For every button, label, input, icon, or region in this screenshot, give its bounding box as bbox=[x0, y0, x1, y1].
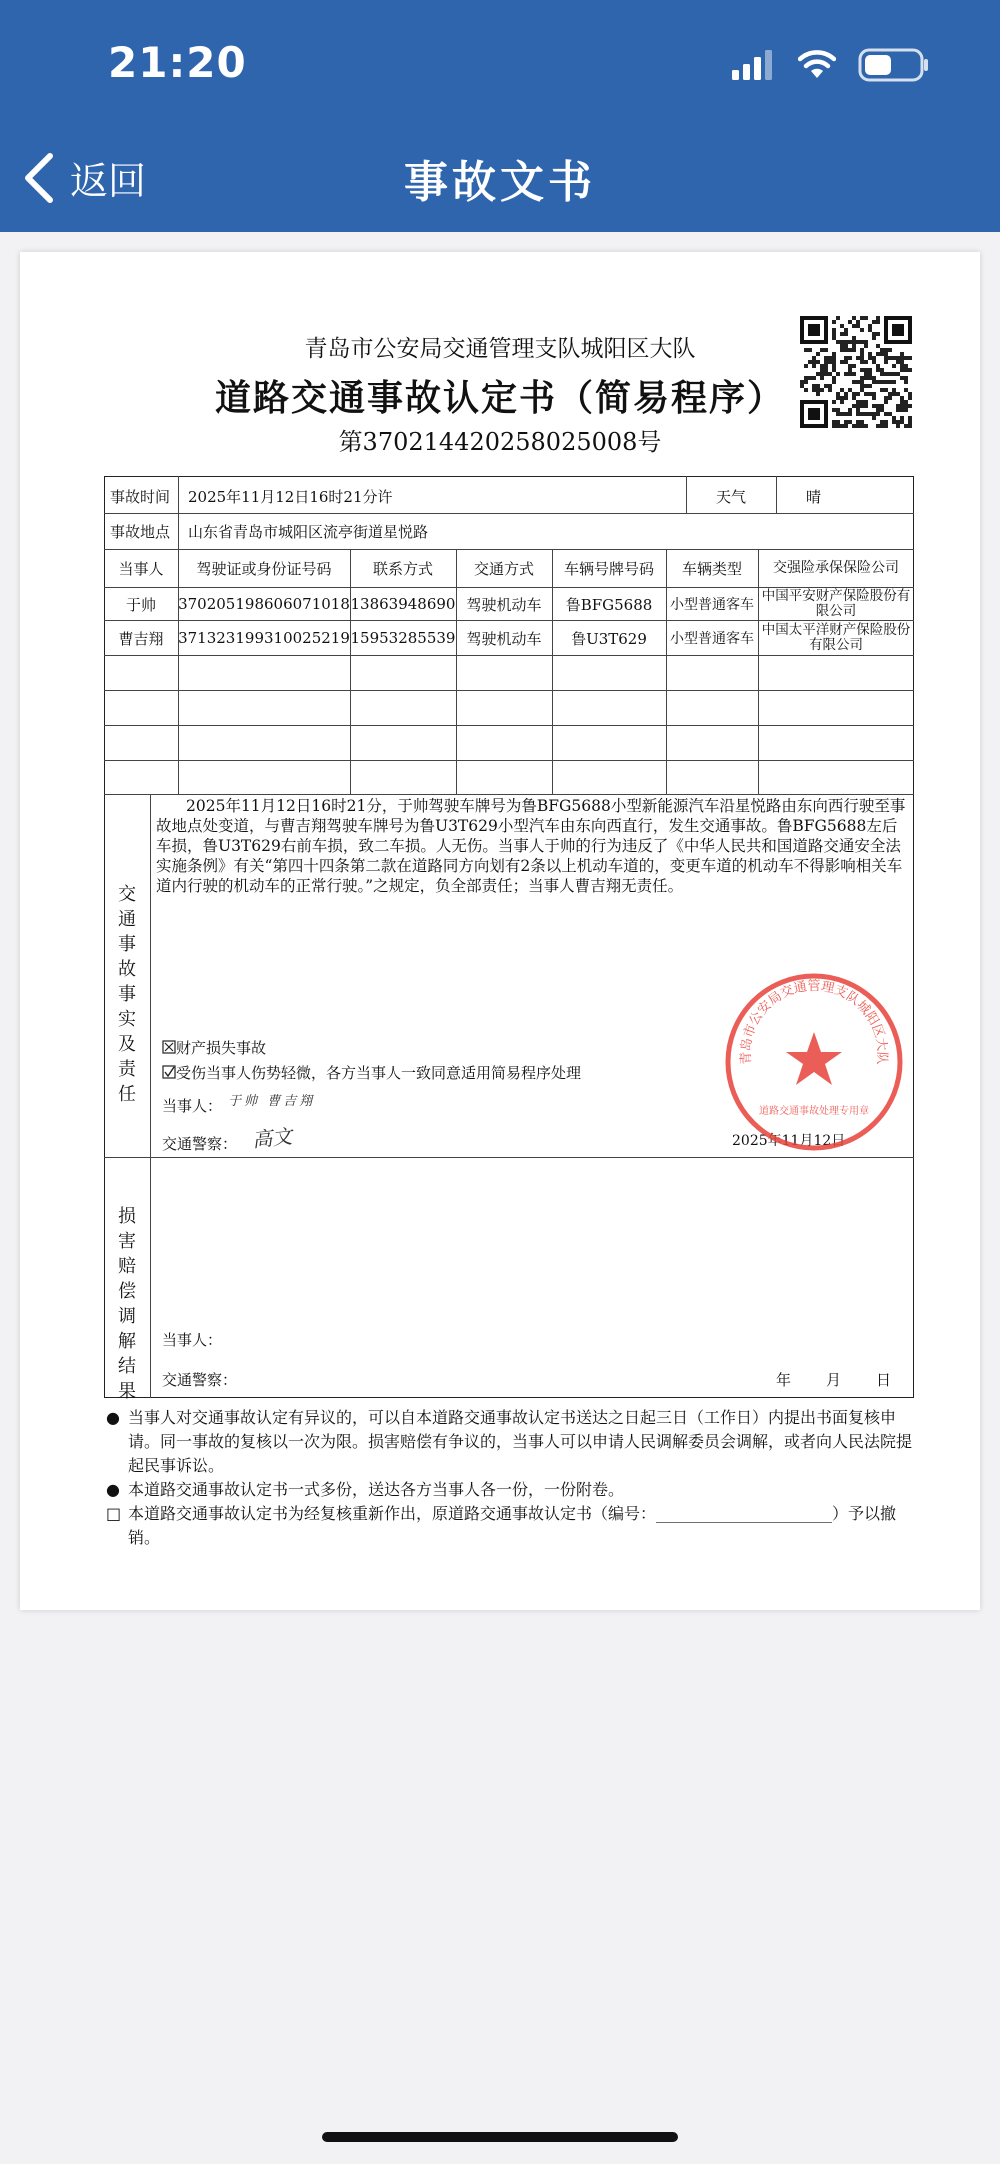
police-label: 交通警察： bbox=[162, 1134, 238, 1153]
document-title: 道路交通事故认定书（简易程序） bbox=[214, 377, 785, 419]
qr-code bbox=[800, 316, 912, 428]
accident-certificate bbox=[20, 252, 980, 1610]
party-2-vehicle-type: 小型普通客车 bbox=[670, 631, 754, 647]
col-party: 当事人 bbox=[118, 559, 164, 578]
party-2-mode: 驾驶机动车 bbox=[466, 629, 542, 648]
party-1-mode: 驾驶机动车 bbox=[466, 595, 542, 614]
comp-month: 月 bbox=[826, 1370, 842, 1389]
official-seal-icon bbox=[722, 970, 906, 1154]
parties-sign-label: 当事人： bbox=[162, 1096, 223, 1115]
battery-icon bbox=[858, 48, 930, 82]
checkbox-injury-row bbox=[162, 1060, 581, 1084]
party-1-phone: 13863948690 bbox=[350, 595, 456, 613]
facts-date: 2025年11月12日 bbox=[732, 1133, 846, 1149]
checked-box-icon bbox=[162, 1065, 176, 1079]
comp-police-label: 交通警察： bbox=[162, 1370, 238, 1389]
note-2-bullet: ● bbox=[106, 1480, 120, 1499]
note-3-text: 本道路交通事故认定书为经复核重新作出，原道路交通事故认定书（编号：______________________）予以撤销。 bbox=[128, 1504, 897, 1547]
check-property-label: 财产损失事故 bbox=[176, 1038, 267, 1057]
col-vehicle-type: 车辆类型 bbox=[681, 559, 742, 578]
location-label: 事故地点 bbox=[110, 523, 171, 541]
col-insurer: 交强险承保保险公司 bbox=[773, 560, 899, 576]
note-2-text: 本道路交通事故认定书一式多份，送达各方当事人各一份，一份附卷。 bbox=[128, 1480, 625, 1499]
checked-box-icon bbox=[162, 1040, 176, 1054]
app-header bbox=[0, 0, 1000, 232]
facts-section-label: 交通事故事实及责任 bbox=[118, 884, 136, 1105]
checkbox-property-row bbox=[162, 1036, 266, 1058]
party-1-insurer: 中国平安财产保险股份有限公司 bbox=[761, 588, 911, 619]
weather-value: 晴 bbox=[806, 487, 822, 506]
party-2-name: 曹吉翔 bbox=[118, 629, 164, 648]
check-injury-label: 受伤当事人伤势轻微，各方当事人一致同意适用简易程序处理 bbox=[176, 1063, 582, 1082]
col-id: 驾驶证或身份证号码 bbox=[196, 559, 332, 578]
col-mode: 交通方式 bbox=[473, 559, 534, 578]
comp-year: 年 bbox=[776, 1370, 792, 1389]
back-label: 返回 bbox=[70, 159, 147, 203]
home-indicator[interactable] bbox=[322, 2132, 678, 2142]
compensation-section-label: 损害赔偿调解结果 bbox=[118, 1206, 136, 1402]
party-2-insurer: 中国太平洋财产保险股份有限公司 bbox=[761, 622, 911, 653]
status-icons bbox=[732, 48, 930, 82]
comp-party-label: 当事人： bbox=[162, 1330, 223, 1349]
weather-label: 天气 bbox=[715, 487, 746, 506]
note-1-text: 当事人对交通事故认定有异议的，可以自本道路交通事故认定书送达之日起三日（工作日）内提出书面复核申请。同一事故的复核以一次为限。损害赔偿有争议的，当事人可以申请人民调解委员会调解，或者向人民法院提起民事诉讼。 bbox=[128, 1408, 913, 1475]
comp-day: 日 bbox=[876, 1370, 892, 1389]
status-time: 21:20 bbox=[108, 38, 247, 87]
svg-text:道路交通事故处理专用章: 道路交通事故处理专用章 bbox=[759, 1106, 869, 1117]
note-3-bullet: □ bbox=[106, 1504, 122, 1523]
cellular-signal-icon bbox=[732, 50, 776, 80]
police-signature: 高文 bbox=[251, 1123, 294, 1153]
document-paper bbox=[20, 252, 980, 1610]
party-1-vehicle-type: 小型普通客车 bbox=[670, 597, 754, 613]
party-1-name: 于帅 bbox=[125, 595, 156, 614]
col-contact: 联系方式 bbox=[372, 559, 433, 578]
document-number: 第370214420258025008号 bbox=[338, 428, 662, 456]
party-1-plate: 鲁BFG5688 bbox=[565, 595, 653, 614]
party-2-phone: 15953285539 bbox=[350, 629, 456, 647]
party-2-id: 371323199310025219 bbox=[178, 629, 350, 647]
parties-signature: 于帅 曹吉翔 bbox=[228, 1094, 316, 1109]
facts-text: 2025年11月12日16时21分，于帅驾驶车牌号为鲁BFG5688小型新能源汽车沿星悦路由东向西行驶至事故地点处变道，与曹吉翔驾驶车牌号为鲁U3T629小型汽车由东向西直行，发生交通事故。鲁BFG5688左后车损，鲁U3T629右前车损，致二车损。人无伤。当事人于帅的行为违反了《中华人民共和国道路交通安全法实施条例》有关“第四十四条第二款在道路同方向划有2条以上机动车道的，变更车道的机动车不得影响相关车道内行驶的机动车的正常行驶。”之规定，负全部责任；当事人曹吉翔无责任。 bbox=[156, 797, 906, 895]
issuing-unit: 青岛市公安局交通管理支队城阳区大队 bbox=[304, 336, 696, 362]
time-label: 事故时间 bbox=[110, 487, 171, 506]
wifi-icon bbox=[798, 50, 836, 80]
party-2-plate: 鲁U3T629 bbox=[571, 629, 647, 648]
svg-text:青岛市公安局交通管理支队城阳区大队: 青岛市公安局交通管理支队城阳区大队 bbox=[738, 979, 890, 1066]
note-1-bullet: ● bbox=[106, 1408, 120, 1427]
location-value: 山东省青岛市城阳区流亭街道星悦路 bbox=[188, 523, 429, 541]
time-value: 2025年11月12日16时21分许 bbox=[188, 487, 393, 506]
party-1-id: 370205198606071018 bbox=[178, 595, 350, 613]
col-plate: 车辆号牌号码 bbox=[563, 559, 654, 578]
page-title: 事故文书 bbox=[404, 157, 596, 208]
